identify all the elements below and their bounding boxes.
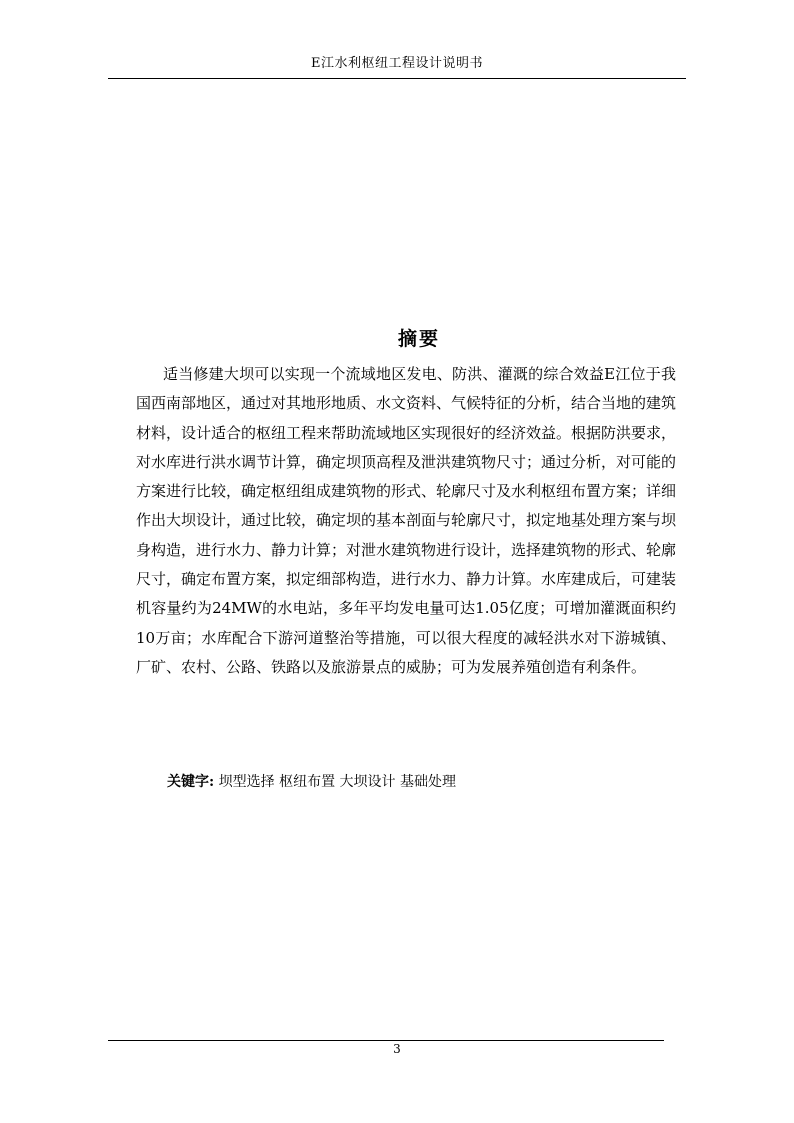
header-divider	[108, 78, 686, 79]
abstract-heading: 摘要	[397, 328, 440, 350]
keywords-list: 坝型选择 枢纽布置 大坝设计 基础处理	[218, 774, 456, 790]
keywords-line	[167, 770, 456, 794]
keywords-label: 关键字:	[167, 774, 215, 790]
abstract-paragraph: 适当修建大坝可以实现一个流域地区发电、防洪、灌溉的综合效益E江位于我国西南部地区，通过对其地形地质、水文资料、气候特征的分析，结合当地的建筑材料，设计适合的枢纽工程来帮助流域地区实现很好的经济效益。根据防洪要求，对水库进行洪水调节计算，确定坝顶高程及泄洪建筑物尺寸；通过分析，对可能的方案进行比较，确定枢纽组成建筑物的形式、轮廓尺寸及水利枢纽布置方案；详细作出大坝设计，通过比较，确定坝的基本剖面与轮廓尺寸，拟定地基处理方案与坝身构造，进行水力、静力计算；对泄水建筑物进行设计，选择建筑物的形式、轮廓尺寸，确定布置方案，拟定细部构造，进行水力、静力计算。水库建成后，可建装机容量约为24MW的水电站，多年平均发电量可达1.05亿度；可增加灌溉面积约10万亩；水库配合下游河道整治等措施，可以很大程度的减轻洪水对下游城镇、厂矿、农村、公路、铁路以及旅游景点的威胁；可为发展养殖创造有利条件。	[136, 365, 677, 676]
running-header-title: E江水利枢纽工程设计说明书	[311, 56, 483, 71]
page-number: 3	[393, 1042, 401, 1056]
